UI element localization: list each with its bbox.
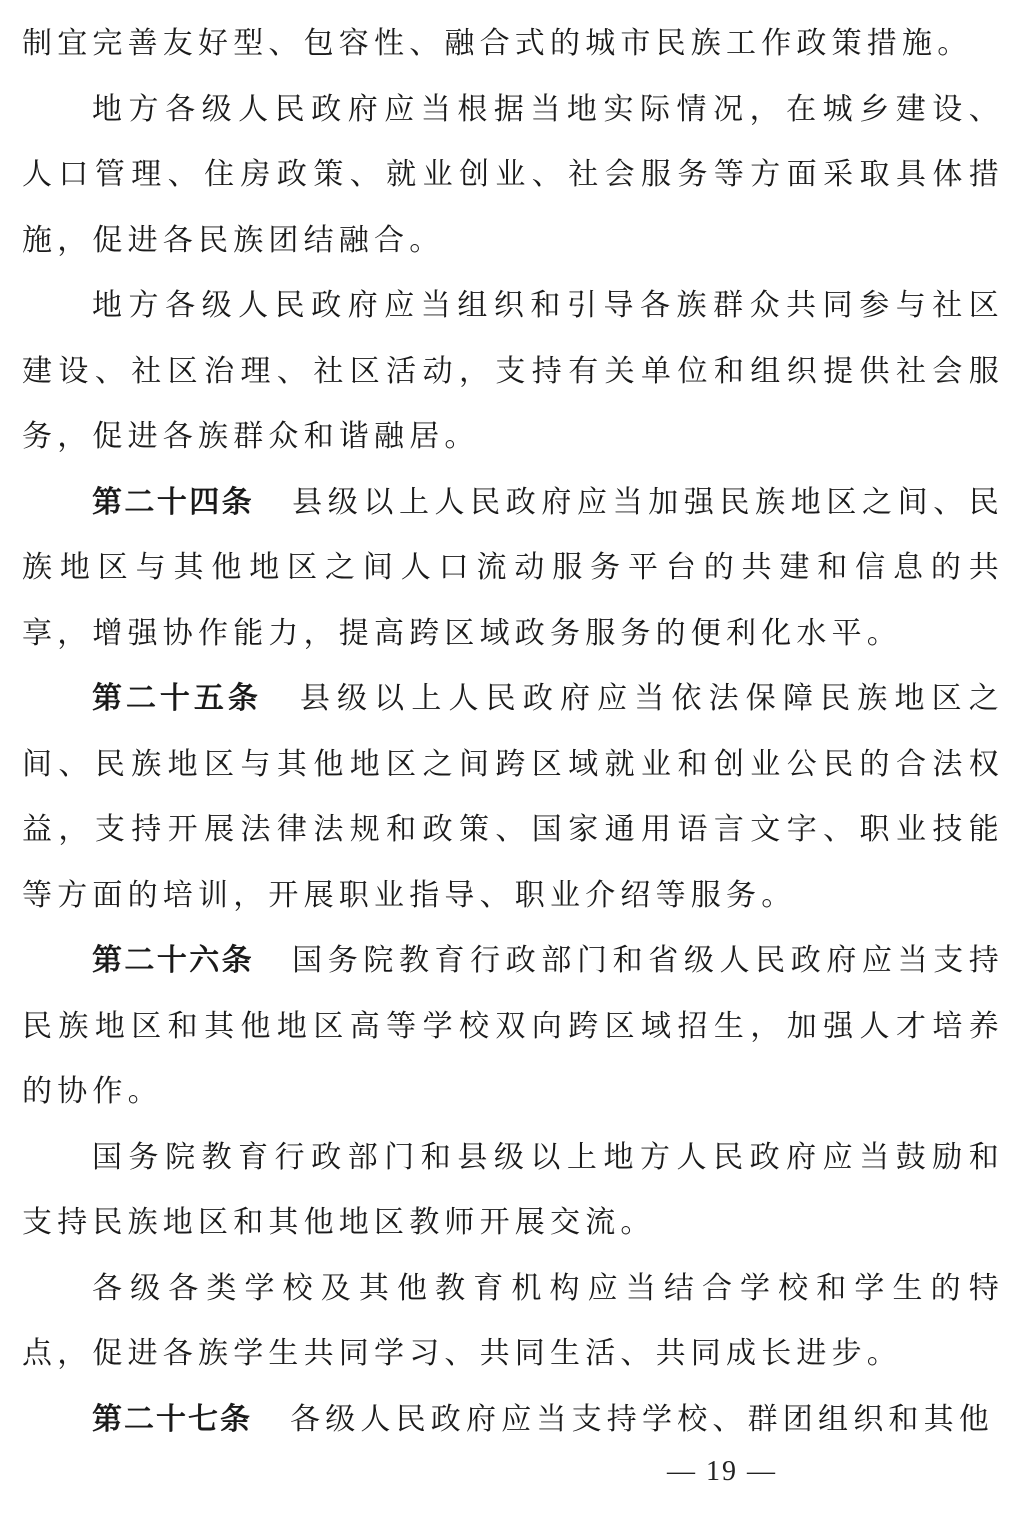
article-25 xyxy=(22,666,1004,928)
paragraph-body xyxy=(22,77,1004,274)
article-26 xyxy=(22,928,1004,1125)
article-title: 第二十七条 xyxy=(92,1401,252,1437)
paragraph-text: 国务院教育行政部门和县级以上地方人民政府应当鼓励和支持民族地区和其他地区教师开展交流。 xyxy=(22,1139,1004,1240)
article-title: 第二十五条 xyxy=(92,681,262,716)
paragraph-text: 制宜完善友好型、包容性、融合式的城市民族工作政策措施。 xyxy=(22,26,973,61)
paragraph-continuation xyxy=(22,11,1004,77)
article-24 xyxy=(22,470,1004,667)
paragraph-body xyxy=(22,273,1004,470)
paragraph-text: 各级各类学校及其他教育机构应当结合学校和学生的特点，促进各族学生共同学习、共同生活、共同成长进步。 xyxy=(22,1270,1004,1371)
article-27 xyxy=(22,1387,1004,1453)
article-text: 县级以上人民政府应当加强民族地区之间、民族地区与其他地区之间人口流动服务平台的共建和信息的共享，增强协作能力，提高跨区域政务服务的便利化水平。 xyxy=(22,484,1005,651)
document-page xyxy=(22,0,1004,1452)
paragraph-text: 地方各级人民政府应当根据当地实际情况，在城乡建设、人口管理、住房政策、就业创业、社会服务等方面采取具体措施，促进各民族团结融合。 xyxy=(22,91,1004,258)
paragraph-body xyxy=(22,1256,1004,1387)
page-footer xyxy=(0,1456,1024,1488)
article-title: 第二十四条 xyxy=(92,484,255,520)
page-number: — 19 — xyxy=(667,1456,777,1487)
article-title: 第二十六条 xyxy=(92,943,255,978)
paragraph-text: 地方各级人民政府应当组织和引导各族群众共同参与社区建设、社区治理、社区活动，支持有关单位和组织提供社会服务，促进各族群众和谐融居。 xyxy=(22,288,1004,454)
paragraph-body xyxy=(22,1125,1004,1256)
article-text: 各级人民政府应当支持学校、群团组织和其他 xyxy=(290,1401,994,1437)
article-text: 县级以上人民政府应当依法保障民族地区之间、民族地区与其他地区之间跨区域就业和创业公民的合法权益，支持开展法律法规和政策、国家通用语言文字、职业技能等方面的培训，开展职业指导、职业介绍等服务。 xyxy=(22,681,1004,913)
article-text: 国务院教育行政部门和省级人民政府应当支持民族地区和其他地区高等学校双向跨区域招生，加强人才培养的协作。 xyxy=(22,943,1005,1109)
